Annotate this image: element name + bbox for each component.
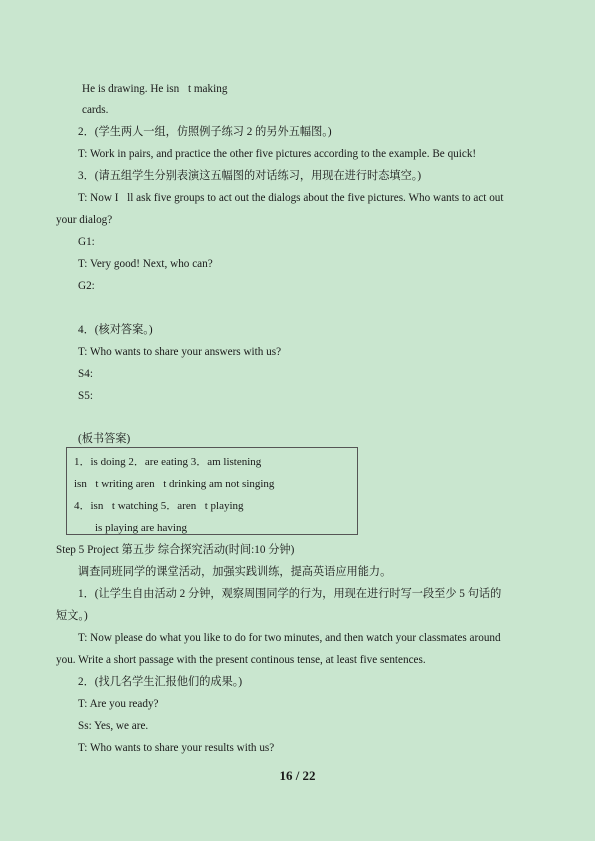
text-line: G1:  	[78, 236, 107, 248]
page-number: 16 / 22	[279, 768, 316, 783]
section-heading: Step 5 Project 第五步 综合探究活动(时间:10 分钟)	[56, 544, 295, 556]
text-line: He is drawing. He isn t making	[82, 83, 228, 95]
answer-line: 4．isn t watching 5．aren t playing	[74, 500, 244, 512]
text-line: G2:  	[78, 280, 107, 292]
text-line: T: Now please do what you like to do for two minutes, and then watch your classmates around	[78, 632, 501, 644]
text-line: 2．(找几名学生汇报他们的成果。)	[78, 676, 243, 688]
text-line: T: Work in pairs, and practice the other five pictures according to the example. Be quick!	[78, 148, 477, 160]
text-line:  	[78, 412, 87, 424]
text-line: 1．(让学生自由活动 2 分钟，观察周围同学的行为，用现在进行时写一段至少 5 句话的	[78, 588, 502, 600]
answer-line: isn t writing aren t drinking am not singing	[74, 478, 275, 490]
text-line: 2．(学生两人一组，仿照例子练习 2 的另外五幅图。)	[78, 126, 332, 138]
text-line: T: Are you ready?	[78, 698, 159, 710]
text-line:  	[78, 302, 87, 314]
text-line: cards.	[82, 104, 109, 116]
text-line: T: Who wants to share your results with us?	[78, 742, 275, 754]
text-line: T: Who wants to share your answers with us?	[78, 346, 282, 358]
text-line: 3．(请五组学生分别表演这五幅图的对话练习，用现在进行时态填空。)	[78, 170, 422, 182]
text-line: 4．(核对答案。)	[78, 324, 153, 336]
text-line: your dialog?	[56, 214, 113, 226]
text-line: T: Now I ll ask five groups to act out the dialogs about the five pictures. Who wants to act out	[78, 192, 504, 204]
text-line: Ss: Yes, we are.	[78, 720, 149, 732]
text-line: (板书答案)	[78, 433, 131, 445]
answer-line: is playing are having	[95, 522, 187, 534]
answer-line: 1．is doing 2．are eating 3．am listening	[74, 456, 262, 468]
text-line: you. Write a short passage with the present continous tense, at least five sentences.	[56, 654, 426, 666]
text-line: S4:  	[78, 368, 105, 380]
answer-box	[66, 447, 358, 535]
text-line: 短文。)	[56, 610, 88, 622]
text-line: S5:  	[78, 390, 105, 402]
text-line: T: Very good! Next, who can?	[78, 258, 213, 270]
text-line: 调查同班同学的课堂活动，加强实践训练，提高英语应用能力。	[78, 566, 392, 578]
